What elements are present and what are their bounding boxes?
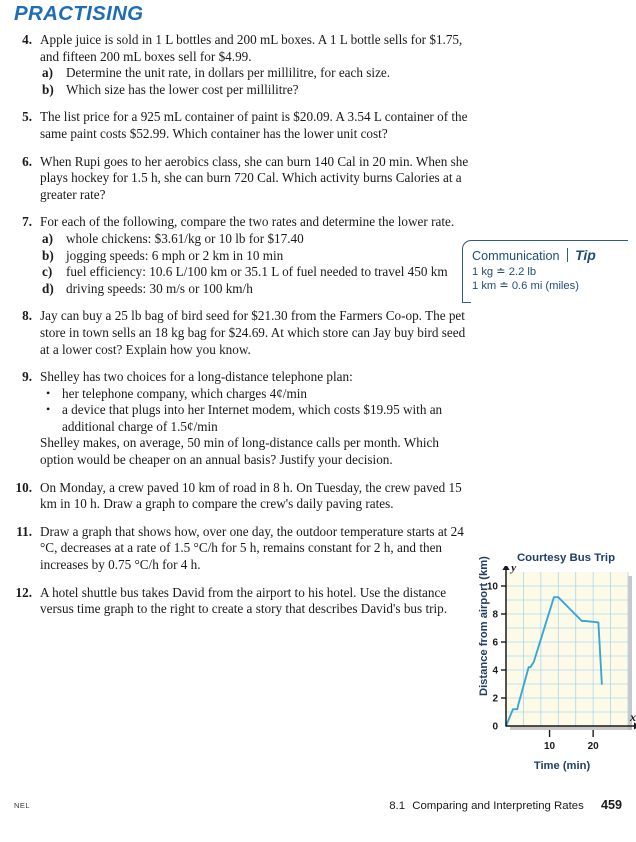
footer-section-number: 8.1 bbox=[389, 800, 406, 812]
subpart-item bbox=[40, 281, 470, 298]
bullet-item: • her telephone company, which charges 4¢/min bbox=[40, 386, 470, 403]
page-section-heading: PRACTISING bbox=[14, 2, 144, 25]
question-number: 4. bbox=[22, 32, 32, 47]
footer-publisher-mark: NEL bbox=[14, 801, 30, 810]
subpart-item bbox=[40, 82, 470, 99]
y-axis-arrow bbox=[502, 566, 509, 570]
subpart-text: driving speeds: 30 m/s or 100 km/h bbox=[66, 280, 253, 296]
question-item bbox=[0, 480, 470, 513]
question-body bbox=[40, 154, 470, 204]
subpart-text: Which size has the lower cost per millilitre? bbox=[66, 81, 299, 97]
question-item bbox=[0, 369, 470, 469]
question-number: 10. bbox=[15, 479, 32, 495]
tip-line: 1 km ≐ 0.6 mi (miles) bbox=[472, 279, 579, 292]
question-item bbox=[0, 585, 470, 618]
subpart-item bbox=[40, 65, 470, 82]
bus-trip-figure bbox=[458, 552, 636, 780]
question-text: On Monday, a crew paved 10 km of road in 8 h. On Tuesday, the crew paved 15 km in 10 h. Draw a graph to compare the crew's daily paving rates. bbox=[40, 479, 462, 512]
tip-box-title: Tip bbox=[575, 247, 596, 263]
question-item bbox=[0, 109, 470, 142]
footer-section-title: Comparing and Interpreting Rates bbox=[412, 800, 584, 812]
y-axis-tick-label: 0 bbox=[492, 721, 498, 733]
question-number: 7. bbox=[22, 214, 32, 230]
question-number: 6. bbox=[22, 153, 32, 169]
tip-box-content bbox=[472, 266, 628, 293]
tip-line: 1 kg ≐ 2.2 lb bbox=[472, 266, 537, 278]
question-number: 9. bbox=[22, 369, 32, 385]
subpart-text: fuel efficiency: 10.6 L/100 km or 35.1 L of fuel needed to travel 450 km bbox=[66, 264, 448, 280]
question-number: 11. bbox=[16, 523, 32, 539]
tip-box-header bbox=[472, 246, 628, 263]
subpart-label: a) bbox=[42, 65, 53, 81]
question-list bbox=[0, 32, 470, 629]
footer-page-number: 459 bbox=[600, 798, 622, 812]
chart-x-axis-label: Time (min) bbox=[533, 760, 591, 772]
question-bullets bbox=[40, 386, 470, 436]
question-text: When Rupi goes to her aerobics class, she can burn 140 Cal in 20 min. When she plays hockey for 1.5 h, she can burn 720 Cal. Which activity burns Calories at a greater rate? bbox=[40, 153, 469, 202]
question-body bbox=[40, 524, 470, 574]
question-text: The list price for a 925 mL container of paint is $20.09. A 3.54 L container of the same paint costs $52.99. Which container has the lower unit cost? bbox=[40, 109, 468, 141]
question-body bbox=[40, 32, 470, 98]
chart-plot bbox=[458, 566, 636, 762]
question-item bbox=[0, 154, 470, 204]
bullet-item: • a device that plugs into her Internet modem, which costs $19.95 with an additional charge of 1.5¢/min bbox=[40, 402, 470, 435]
question-body bbox=[40, 585, 470, 618]
question-subparts bbox=[40, 65, 470, 98]
question-number: 12. bbox=[15, 584, 32, 600]
subpart-label: c) bbox=[42, 264, 53, 280]
subpart-item bbox=[40, 248, 470, 265]
footer-section-info bbox=[389, 798, 622, 812]
question-text: For each of the following, compare the two rates and determine the lower rate. bbox=[40, 214, 455, 230]
question-body bbox=[40, 109, 470, 142]
subpart-text: whole chickens: $3.61/kg or 10 lb for $17.40 bbox=[66, 230, 304, 246]
question-text: Shelley has two choices for a long-distance telephone plan: bbox=[40, 369, 353, 385]
communication-tip-box bbox=[462, 240, 628, 303]
question-item bbox=[0, 32, 470, 98]
question-number: 8. bbox=[22, 308, 32, 324]
y-axis-tick-label: 10 bbox=[486, 581, 498, 593]
question-body bbox=[40, 308, 470, 358]
question-item bbox=[0, 214, 470, 297]
question-text: Jay can buy a 25 lb bag of bird seed for $21.30 from the Farmers Co-op. The pet store in town sells an 18 kg bag for $24.69. At which store can Jay buy bird seed at a lower cost? Explain how you know. bbox=[40, 308, 466, 357]
y-axis-symbol: y bbox=[511, 566, 517, 574]
x-axis-tick-label: 10 bbox=[544, 741, 556, 752]
subpart-item bbox=[40, 264, 470, 281]
tip-divider bbox=[567, 248, 569, 262]
question-text: A hotel shuttle bus takes David from the airport to his hotel. Use the distance versus time graph to the right to create a story that describes David's bus trip. bbox=[40, 584, 448, 617]
question-body bbox=[40, 214, 470, 297]
subpart-text: Determine the unit rate, in dollars per millilitre, for each size. bbox=[66, 65, 391, 81]
tip-box-label: Communication bbox=[472, 249, 560, 263]
y-axis-tick-label: 6 bbox=[492, 637, 498, 649]
subpart-label: a) bbox=[42, 230, 53, 246]
question-subparts bbox=[40, 231, 470, 297]
y-axis-tick-label: 4 bbox=[492, 665, 498, 677]
question-text: Apple juice is sold in 1 L bottles and 200 mL boxes. A 1 L bottle sells for $1.75, and fifteen 200 mL boxes sell for $4.99. bbox=[40, 32, 463, 64]
question-item bbox=[0, 308, 470, 358]
y-axis-tick-label: 8 bbox=[492, 609, 498, 621]
x-axis-symbol: x bbox=[630, 710, 636, 724]
subpart-label: b) bbox=[42, 247, 54, 263]
subpart-label: b) bbox=[42, 81, 54, 97]
subpart-text: jogging speeds: 6 mph or 2 km in 10 min bbox=[66, 247, 284, 263]
question-item bbox=[0, 524, 470, 574]
question-text: Draw a graph that shows how, over one day, the outdoor temperature starts at 24 °C, decreases at a rate of 1.5 °C/h for 5 h, remains constant for 2 h, and then increases by 0.75 °C/h for 4 h. bbox=[40, 523, 464, 573]
y-axis-label-text: Distance from airport (km) bbox=[478, 556, 490, 696]
question-body bbox=[40, 369, 470, 469]
plot-background bbox=[506, 572, 628, 726]
page-footer bbox=[0, 798, 636, 814]
question-body bbox=[40, 480, 470, 513]
subpart-label: d) bbox=[42, 280, 54, 296]
x-axis-tick-label: 20 bbox=[587, 741, 599, 752]
chart-title: Courtesy Bus Trip bbox=[516, 552, 616, 564]
question-number: 5. bbox=[22, 109, 32, 125]
y-axis-tick-label: 2 bbox=[492, 693, 498, 705]
question-text-after: Shelley makes, on average, 50 min of long-distance calls per month. Which option would be cheaper on an annual basis? Justify your decision. bbox=[40, 435, 439, 468]
subpart-item bbox=[40, 231, 470, 248]
